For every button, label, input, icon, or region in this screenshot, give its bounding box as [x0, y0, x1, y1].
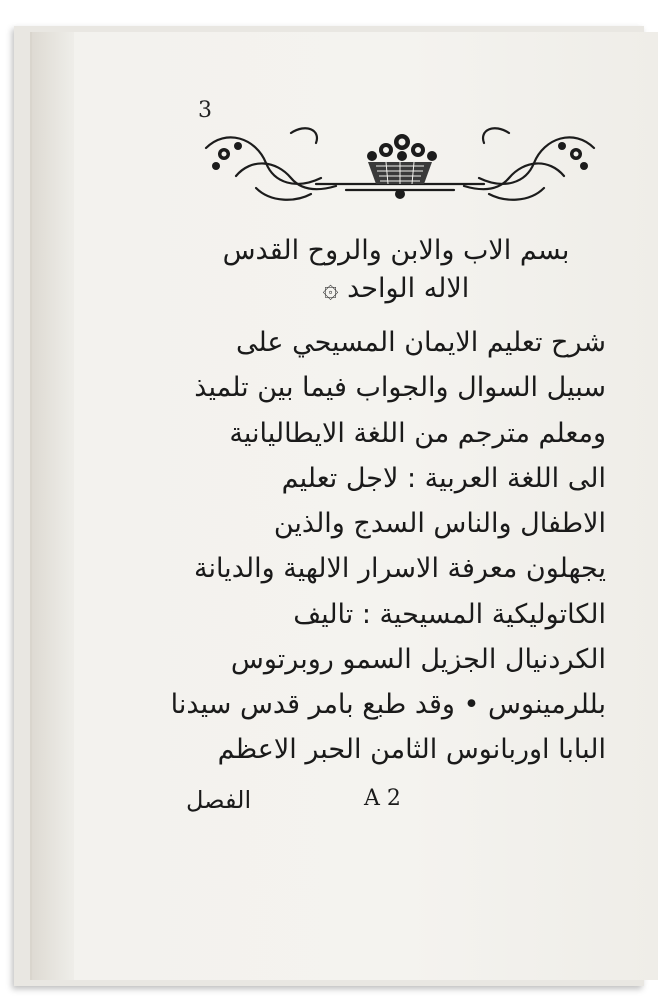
body-line: بللرمينوس • وقد طبع بامر قدس سيدنا: [170, 689, 606, 720]
heading-line: بسم الاب والابن والروح القدس: [222, 235, 570, 266]
body-line: البابا اوربانوس الثامن الحبر الاعظم: [217, 734, 606, 765]
body-line: ومعلم مترجم من اللغة الايطاليانية: [229, 418, 606, 449]
page-number: 3: [198, 98, 212, 123]
catchword: الفصل: [186, 786, 252, 814]
floral-basket-headpiece-icon: [196, 118, 604, 210]
signature-mark: A 2: [364, 786, 401, 811]
body-line: الكردنيال الجزيل السمو روبرتوس: [230, 644, 606, 675]
heading-line: الاله الواحد ۞: [322, 273, 470, 304]
page-gutter: [30, 32, 74, 980]
body-line: الى اللغة العربية : لاجل تعليم: [281, 463, 606, 494]
body-line: الاطفال والناس السدج والذين: [273, 508, 606, 539]
body-line: يجهلون معرفة الاسرار الالهية والديانة: [193, 553, 606, 584]
body-line: الكاتوليكية المسيحية : تاليف: [293, 599, 606, 630]
body-line: سبيل السوال والجواب فيما بين تلميذ: [194, 372, 606, 403]
page-footer: [186, 786, 606, 826]
body-line: شرح تعليم الايمان المسيحي على: [235, 327, 606, 358]
